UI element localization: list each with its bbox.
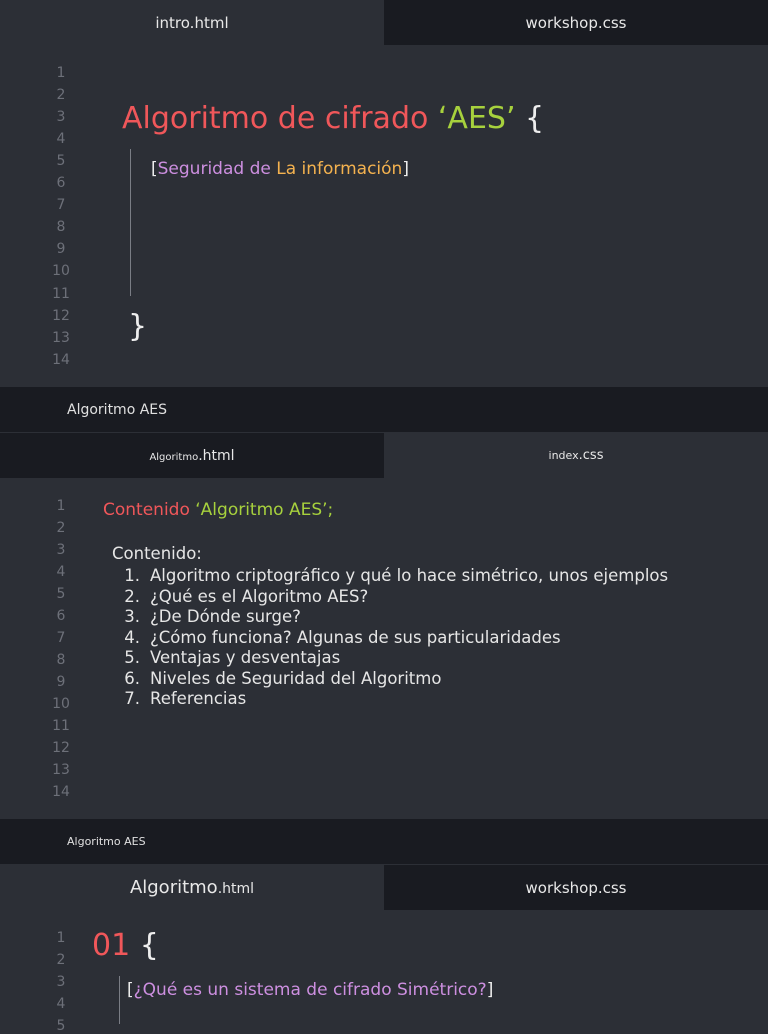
slide1-subtitle bbox=[151, 159, 409, 179]
list-item: 3. ¿De Dónde surge? bbox=[124, 607, 301, 626]
close-brace: } bbox=[128, 309, 148, 344]
line-number: 8 bbox=[56, 219, 66, 235]
line-number: 1 bbox=[56, 65, 66, 81]
line-number: 5 bbox=[56, 1018, 66, 1034]
tab-label-ext: .html bbox=[217, 880, 255, 897]
list-item: 4. ¿Cómo funciona? Algunas de sus particularidades bbox=[124, 627, 561, 647]
indent-guide bbox=[119, 976, 120, 1024]
line-number: 6 bbox=[56, 608, 66, 624]
line-number: 10 bbox=[52, 263, 70, 279]
tab-label-small: index bbox=[548, 449, 579, 462]
line-number: 13 bbox=[52, 762, 70, 778]
list-item: 2. ¿Qué es el Algoritmo AES? bbox=[124, 586, 369, 606]
tab-label: workshop.css bbox=[525, 878, 627, 897]
bracket-open: [ bbox=[127, 980, 134, 1000]
line-number: 9 bbox=[56, 241, 66, 257]
slide1-editor bbox=[0, 45, 768, 387]
section-number: 01 bbox=[92, 928, 131, 963]
slide3-subtitle bbox=[127, 980, 493, 1000]
subtitle-part1: Seguridad de bbox=[157, 159, 277, 179]
tab-workshop-css[interactable] bbox=[384, 865, 768, 910]
slide2-footer bbox=[0, 819, 768, 864]
title-text: Algoritmo de cifrado bbox=[122, 101, 438, 136]
line-number: 14 bbox=[52, 352, 70, 368]
tab-label-big: Algoritmo bbox=[129, 877, 218, 898]
line-number: 11 bbox=[52, 718, 70, 734]
tab-intro-html[interactable] bbox=[0, 0, 384, 45]
line-number: 4 bbox=[56, 131, 66, 147]
contents-label: Contenido: bbox=[112, 544, 202, 563]
line-number: 2 bbox=[56, 952, 66, 968]
line-number: 7 bbox=[56, 197, 66, 213]
tab-label: workshop.css bbox=[525, 13, 627, 32]
list-item: 1. Algoritmo criptográfico y qué lo hace simétrico, unos ejemplos bbox=[124, 566, 669, 585]
list-item: 6. Niveles de Seguridad del Algoritmo bbox=[124, 668, 442, 688]
line-number: 2 bbox=[56, 87, 66, 103]
bracket-close: ] bbox=[486, 980, 494, 1000]
line-number: 12 bbox=[52, 740, 70, 756]
tab-label-ext: .css bbox=[578, 448, 604, 463]
line-number: 3 bbox=[56, 542, 66, 558]
heading-highlight: ‘Algoritmo AES’; bbox=[195, 500, 334, 520]
slide1-footer bbox=[0, 387, 768, 432]
line-number: 7 bbox=[56, 630, 66, 646]
open-brace: { bbox=[139, 928, 159, 963]
line-number: 12 bbox=[52, 308, 70, 324]
slide2-heading bbox=[103, 500, 333, 520]
slide3-editor bbox=[0, 910, 768, 1034]
slide1-tabbar bbox=[0, 0, 768, 45]
line-number: 9 bbox=[56, 674, 66, 690]
contents-list bbox=[113, 566, 668, 710]
subtitle-text: ¿Qué es un sistema de cifrado Simétrico? bbox=[133, 980, 487, 1000]
line-number: 10 bbox=[52, 696, 70, 712]
line-number: 4 bbox=[56, 564, 66, 580]
footer-text: Algoritmo AES bbox=[67, 401, 168, 418]
list-item: 5. Ventajas y desventajas bbox=[124, 648, 341, 667]
line-number: 8 bbox=[56, 652, 66, 668]
slide1-title bbox=[122, 101, 544, 136]
bracket-close: ] bbox=[402, 159, 409, 179]
line-number: 14 bbox=[52, 784, 70, 800]
subtitle-part2: La información bbox=[276, 159, 403, 179]
indent-guide bbox=[130, 149, 131, 296]
title-highlight: ‘AES’ bbox=[437, 101, 516, 136]
line-number: 1 bbox=[56, 930, 66, 946]
heading-text: Contenido bbox=[103, 500, 196, 520]
line-number: 3 bbox=[56, 974, 66, 990]
line-number: 6 bbox=[56, 175, 66, 191]
line-number: 1 bbox=[56, 498, 66, 514]
line-number: 2 bbox=[56, 520, 66, 536]
tab-label-small: Algoritmo bbox=[149, 452, 199, 463]
slide2-tabbar bbox=[0, 433, 768, 478]
slide3-tabbar bbox=[0, 865, 768, 910]
slide2-editor bbox=[0, 478, 768, 819]
footer-text: Algoritmo AES bbox=[67, 835, 146, 848]
line-number: 11 bbox=[52, 286, 70, 302]
tab-workshop-css[interactable] bbox=[384, 0, 768, 45]
tab-label: intro.html bbox=[155, 13, 229, 32]
line-number: 5 bbox=[56, 586, 66, 602]
tab-label-ext: .html bbox=[198, 447, 235, 464]
bracket-open: [ bbox=[151, 159, 158, 179]
slide3-section-number bbox=[92, 928, 159, 963]
tab-algoritmo-html[interactable] bbox=[0, 865, 384, 910]
tab-algoritmo-html[interactable] bbox=[0, 433, 384, 478]
line-number: 3 bbox=[56, 109, 66, 125]
list-item: 7. Referencias bbox=[124, 689, 247, 708]
line-number: 5 bbox=[56, 153, 66, 169]
tab-index-css[interactable] bbox=[384, 433, 768, 478]
line-number: 4 bbox=[56, 996, 66, 1012]
line-number: 13 bbox=[52, 330, 70, 346]
open-brace: { bbox=[525, 101, 545, 136]
